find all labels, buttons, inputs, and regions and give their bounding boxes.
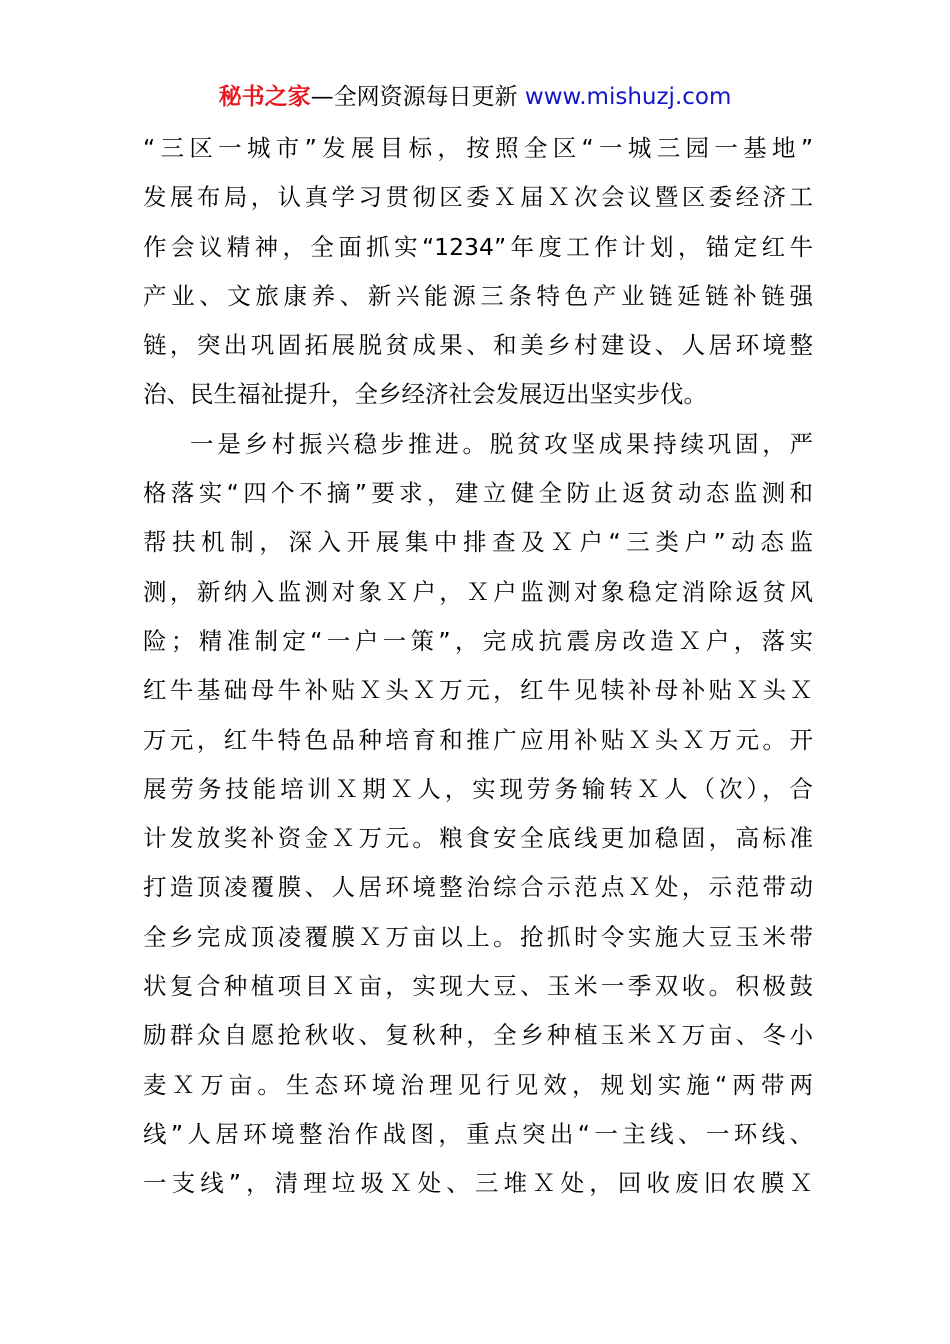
site-url-link[interactable]: www.mishuzj.com [524, 84, 732, 110]
body-line: 测，新纳入监测对象Ｘ户，Ｘ户监测对象稳定消除返贫风 [143, 577, 813, 606]
document-body [143, 124, 813, 1209]
body-line-paragraph-end: 治、民生福祉提升，全乡经济社会发展迈出坚实步伐。 [143, 380, 707, 409]
body-line: 作会议精神，全面抓实“1234”年度工作计划，锚定红牛 [143, 232, 813, 261]
header-dash: — [310, 84, 334, 110]
body-line: 帮扶机制，深入开展集中排查及Ｘ户“三类户”动态监 [143, 528, 813, 557]
body-line: 险；精准制定“一户一策”，完成抗震房改造Ｘ户，落实 [143, 626, 813, 655]
body-line: 链，突出巩固拓展脱贫成果、和美乡村建设、人居环境整 [143, 331, 813, 360]
body-line: 计发放奖补资金Ｘ万元。粮食安全底线更加稳固，高标准 [143, 824, 813, 853]
body-line: 麦Ｘ万亩。生态环境治理见行见效，规划实施“两带两 [143, 1070, 813, 1099]
watermark-header [0, 80, 950, 114]
body-line: 展劳务技能培训Ｘ期Ｘ人，实现劳务输转Ｘ人（次），合 [143, 774, 813, 803]
body-line: 线”人居环境整治作战图，重点突出“一主线、一环线、 [143, 1119, 813, 1148]
body-line: 打造顶凌覆膜、人居环境整治综合示范点Ｘ处，示范带动 [143, 873, 813, 902]
body-line: 一支线”，清理垃圾Ｘ处、三堆Ｘ处，回收废旧农膜Ｘ [143, 1169, 813, 1198]
body-line: 格落实“四个不摘”要求，建立健全防止返贫动态监测和 [143, 479, 813, 508]
header-tagline: 全网资源每日更新 [333, 84, 518, 110]
brand-name: 秘书之家 [218, 84, 311, 110]
body-line: 红牛基础母牛补贴Ｘ头Ｘ万元，红牛见犊补母补贴Ｘ头Ｘ [143, 676, 813, 705]
body-line-paragraph-start: 一是乡村振兴稳步推进。脱贫攻坚成果持续巩固，严 [190, 429, 813, 458]
body-line: 万元，红牛特色品种培育和推广应用补贴Ｘ头Ｘ万元。开 [143, 725, 813, 754]
body-line: 发展布局，认真学习贯彻区委Ｘ届Ｘ次会议暨区委经济工 [143, 183, 813, 212]
body-line: 励群众自愿抢秋收、复秋种，全乡种植玉米Ｘ万亩、冬小 [143, 1021, 813, 1050]
body-line: 状复合种植项目Ｘ亩，实现大豆、玉米一季双收。积极鼓 [143, 972, 813, 1001]
body-line: 全乡完成顶凌覆膜Ｘ万亩以上。抢抓时令实施大豆玉米带 [143, 922, 813, 951]
body-line: 产业、文旅康养、新兴能源三条特色产业链延链补链强 [143, 281, 813, 310]
body-line: “三区一城市”发展目标，按照全区“一城三园一基地” [143, 134, 813, 162]
